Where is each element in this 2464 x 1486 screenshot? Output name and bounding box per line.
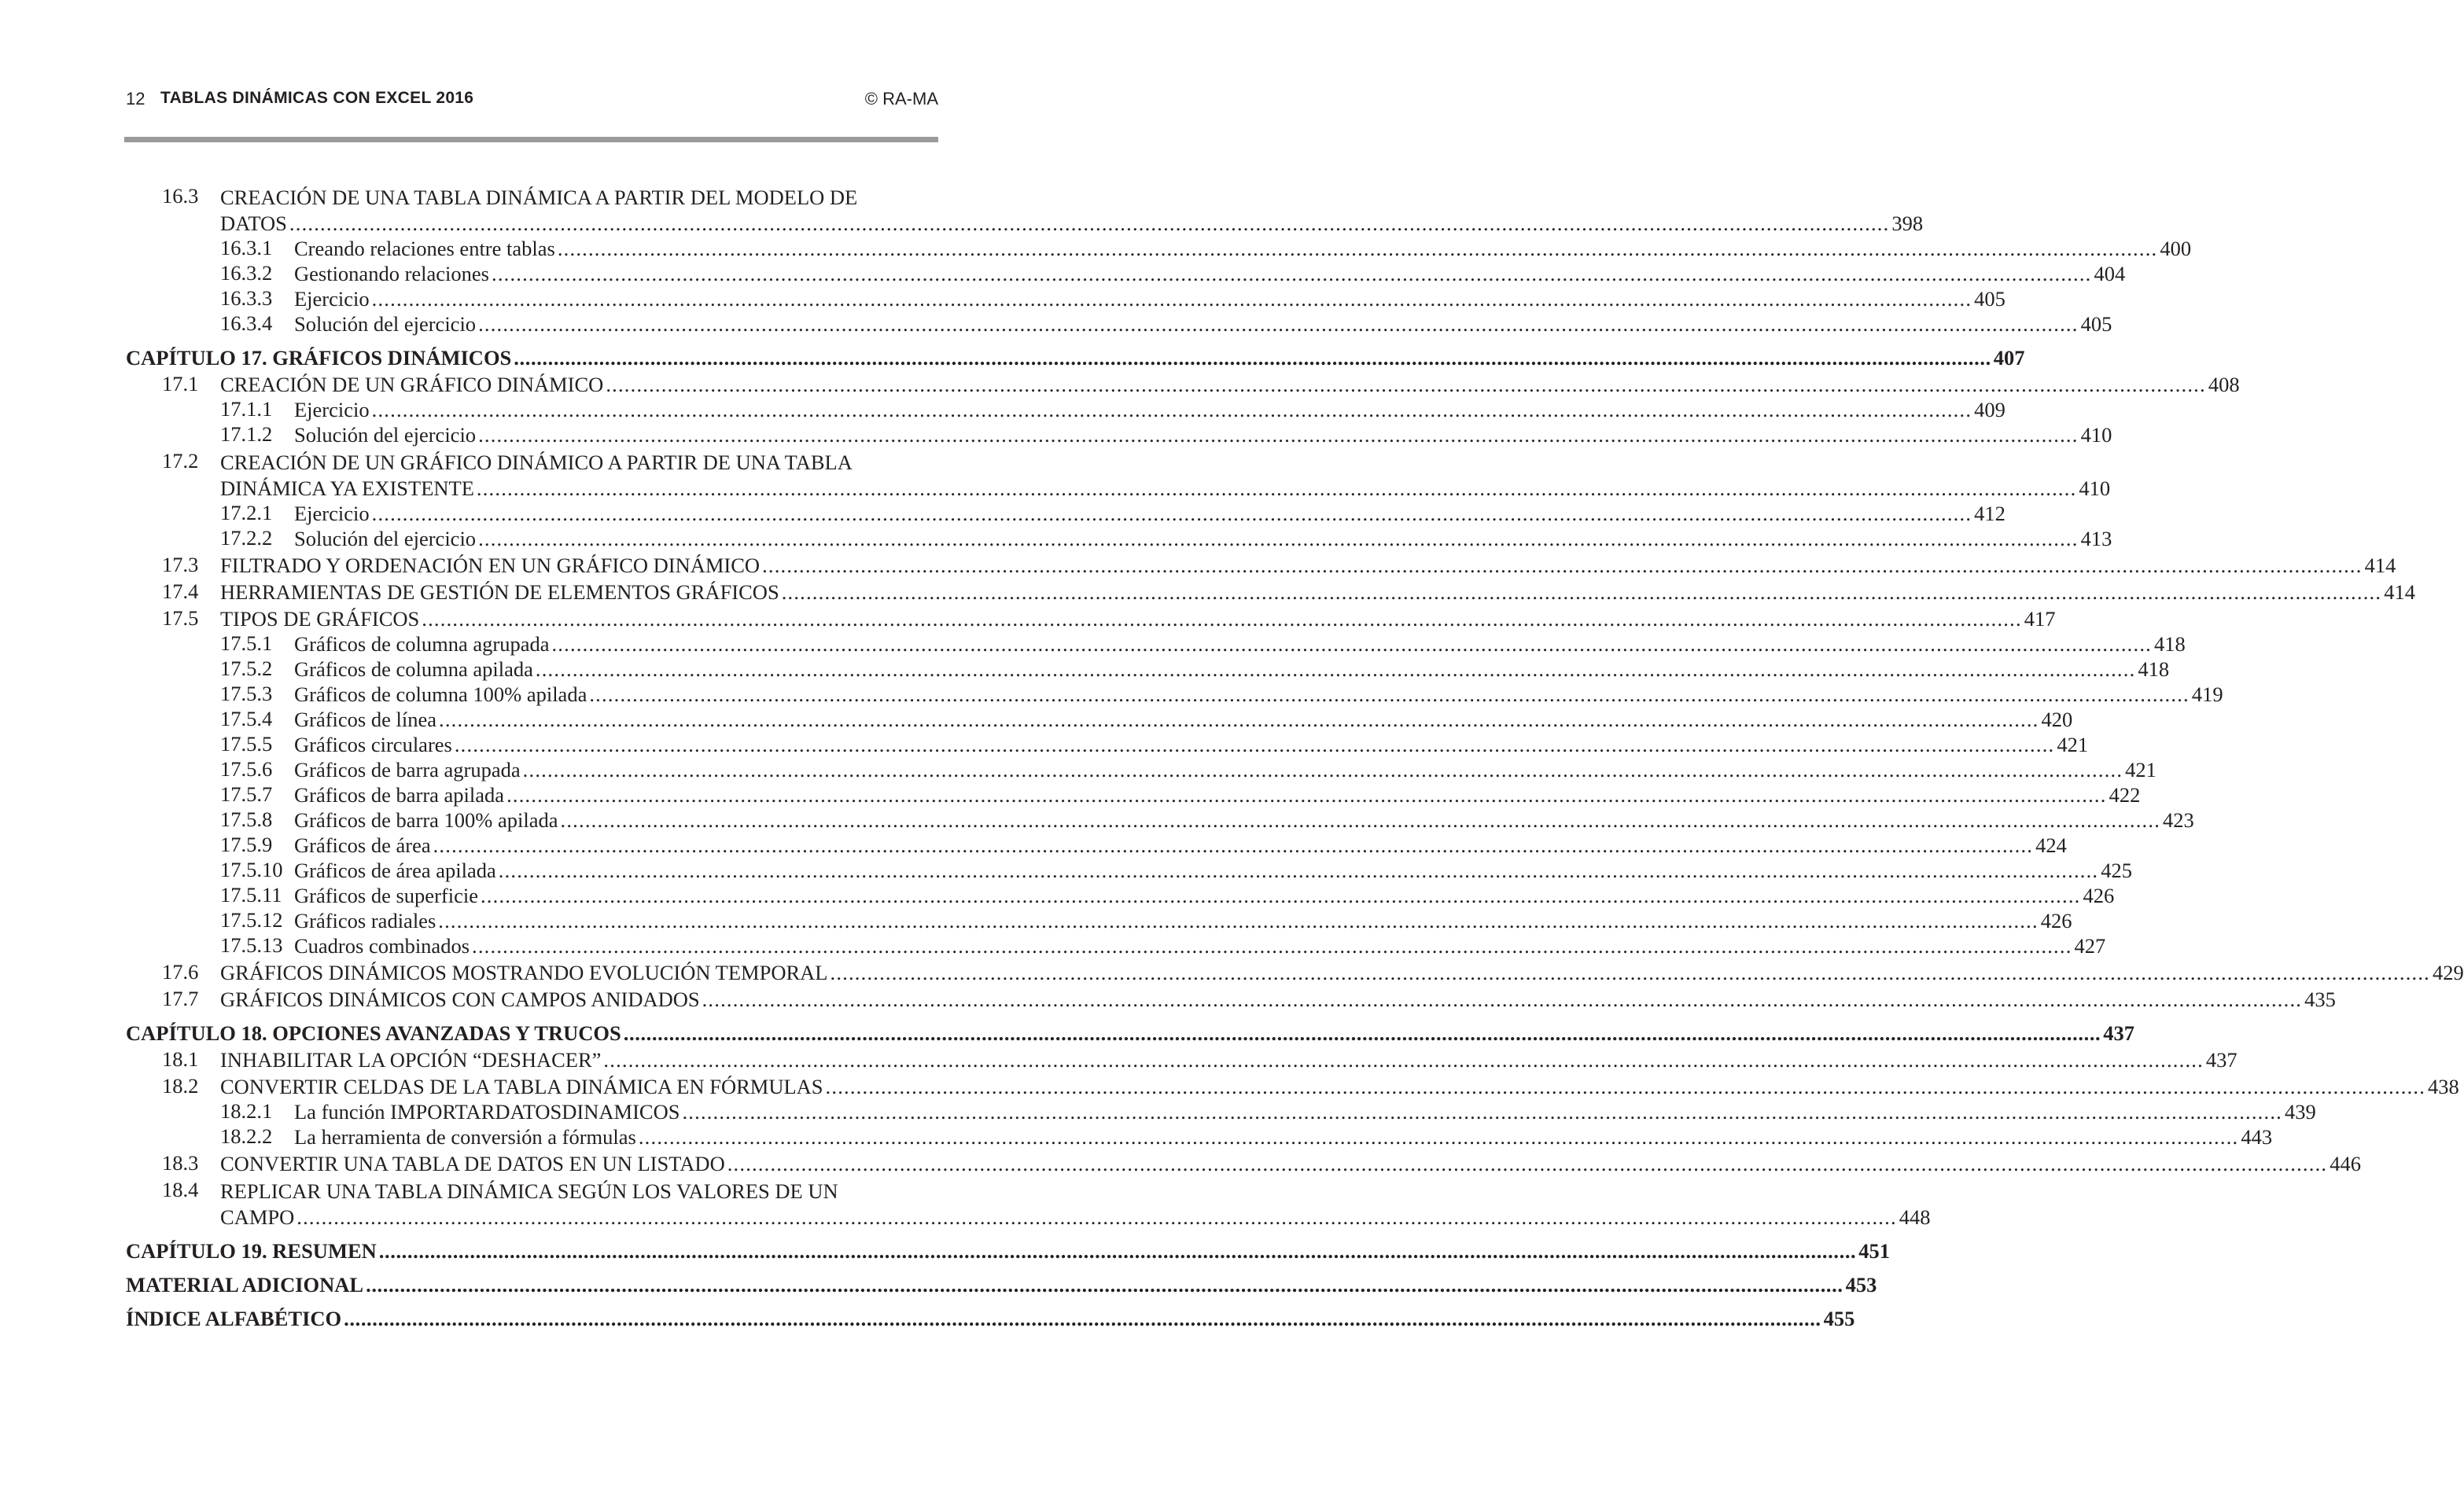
dot-leader: .................................................................................................................................................................................................................................................................... (480, 884, 2081, 907)
dot-leader: .................................................................................................................................................................................................................................................................... (371, 287, 1972, 311)
toc-entry-title: TIPOS DE GRÁFICOS (220, 607, 420, 631)
dot-leader: .................................................................................................................................................................................................................................................................... (506, 783, 2107, 807)
toc-entry-title: FILTRADO Y ORDENACIÓN EN UN GRÁFICO DINÁMICO (220, 554, 761, 577)
toc-entry-title: HERRAMIENTAS DE GESTIÓN DE ELEMENTOS GRÁFICOS (220, 580, 779, 604)
dot-leader: .................................................................................................................................................................................................................................................................... (478, 423, 2079, 447)
toc-entry-title: DATOS (220, 211, 287, 235)
toc-entry-sub (126, 682, 2223, 707)
dot-leader: .................................................................................................................................................................................................................................................................... (454, 733, 2055, 756)
toc-entry-title: Gestionando relaciones (294, 262, 489, 285)
toc-entry-page-number: 421 (2057, 733, 2089, 756)
toc-entry-title: Gráficos de columna apilada (294, 657, 533, 681)
toc-entry-number: 17.5.6 (220, 757, 273, 781)
dot-leader: .................................................................................................................................................................................................................................................................... (438, 909, 2039, 932)
toc-entry-number: 18.2.1 (220, 1099, 273, 1123)
toc-entry-page-number: 455 (1823, 1307, 1855, 1330)
toc-entry-sub (126, 261, 2126, 286)
toc-entry-title: Gráficos de barra 100% apilada (294, 808, 558, 832)
toc-entry-sub (126, 883, 2115, 908)
toc-entry-number: 16.3.3 (220, 286, 273, 310)
toc-entry-sub (126, 908, 2072, 933)
toc-entry-chapter (126, 1306, 1855, 1331)
toc-entry-page-number: 426 (2083, 884, 2115, 907)
dot-leader: .................................................................................................................................................................................................................................................................... (638, 1125, 2239, 1149)
dot-leader: .................................................................................................................................................................................................................................................................... (522, 758, 2123, 782)
toc-entry-title: Solución del ejercicio (294, 527, 477, 550)
toc-entry-page-number: 429 (2433, 961, 2464, 984)
toc-entry-sub (126, 397, 2005, 422)
toc-entry-number: 17.1.1 (220, 397, 273, 421)
toc-entry-number: 17.1.2 (220, 422, 273, 446)
toc-entry-title: CAPÍTULO 17. GRÁFICOS DINÁMICOS (126, 346, 512, 370)
toc-entry-sub (126, 631, 2186, 657)
toc-entry-page-number: 421 (2125, 758, 2156, 782)
toc-entry-number: 16.3.2 (220, 261, 273, 285)
toc-entry-page-number: 453 (1845, 1273, 1877, 1297)
toc-entry-sub (126, 422, 2112, 447)
toc-entry-number: 17.5.4 (220, 707, 273, 730)
dot-leader: .................................................................................................................................................................................................................................................................... (296, 1205, 1897, 1229)
toc-entry-number: 17.5.8 (220, 807, 273, 831)
toc-entry-page-number: 417 (2024, 607, 2056, 631)
toc-entry-page-number: 412 (1974, 502, 2005, 525)
toc-entry-number: 17.3 (162, 553, 199, 576)
toc-entry-title: CREACIÓN DE UN GRÁFICO DINÁMICO (220, 373, 604, 396)
toc-entry-page-number: 420 (2041, 708, 2073, 731)
toc-entry-section (126, 372, 2240, 397)
toc-entry-page-number: 446 (2330, 1152, 2361, 1175)
toc-entry-number: 17.5.3 (220, 682, 273, 705)
toc-entry-title: CONVERTIR UNA TABLA DE DATOS EN UN LISTADO (220, 1152, 725, 1175)
dot-leader: .................................................................................................................................................................................................................................................................... (476, 476, 2077, 500)
toc-entry-title-first-line: CREACIÓN DE UNA TABLA DINÁMICA A PARTIR DEL MODELO DE (220, 186, 858, 209)
toc-entry-sub (126, 657, 2170, 682)
dot-leader: .................................................................................................................................................................................................................................................................... (378, 1239, 1857, 1263)
dot-leader: .................................................................................................................................................................................................................................................................... (557, 237, 2158, 260)
toc-entry-page-number: 408 (2208, 373, 2240, 396)
toc-entry-title: Creando relaciones entre tablas (294, 237, 555, 260)
toc-entry-page-number: 424 (2035, 833, 2067, 857)
dot-leader: .................................................................................................................................................................................................................................................................... (825, 1075, 2426, 1098)
toc-entry-number: 17.7 (162, 987, 199, 1010)
header-rule (124, 137, 938, 142)
toc-entry-page-number: 409 (1974, 398, 2005, 421)
dot-leader: .................................................................................................................................................................................................................................................................... (514, 346, 1991, 370)
toc-entry-page-number: 418 (2138, 657, 2170, 681)
toc-entry-section (126, 1178, 1931, 1230)
toc-entry-page-number: 405 (1974, 287, 2005, 311)
page-header (126, 89, 938, 116)
dot-leader: .................................................................................................................................................................................................................................................................... (422, 607, 2022, 631)
toc-entry-sub (126, 833, 2067, 858)
toc-entry-section (126, 1151, 2361, 1176)
dot-leader: .................................................................................................................................................................................................................................................................... (366, 1273, 1843, 1297)
toc-entry-number: 17.5.2 (220, 657, 273, 680)
toc-entry-title: Gráficos de columna agrupada (294, 632, 550, 656)
dot-leader: .................................................................................................................................................................................................................................................................... (551, 632, 2152, 656)
toc-entry-page-number: 425 (2101, 859, 2132, 882)
toc-entry-chapter (126, 345, 2025, 370)
toc-entry-chapter (126, 1238, 1891, 1263)
toc-entry-page-number: 451 (1858, 1239, 1891, 1263)
toc-entry-sub (126, 526, 2112, 551)
dot-leader: .................................................................................................................................................................................................................................................................... (603, 1048, 2204, 1072)
toc-entry-sub (126, 501, 2005, 526)
toc-entry-section (126, 960, 2464, 985)
toc-entry-title: Ejercicio (294, 398, 370, 421)
toc-entry-title: MATERIAL ADICIONAL (126, 1273, 364, 1297)
toc-entry-section (126, 1074, 2459, 1099)
dot-leader: .................................................................................................................................................................................................................................................................... (472, 934, 2072, 958)
toc-entry-title: CONVERTIR CELDAS DE LA TABLA DINÁMICA EN FÓRMULAS (220, 1075, 823, 1098)
dot-leader: .................................................................................................................................................................................................................................................................... (781, 580, 2382, 604)
toc-entry-title: Gráficos de área apilada (294, 859, 496, 882)
toc-entry-title: Solución del ejercicio (294, 312, 477, 336)
toc-entry-number: 17.1 (162, 372, 199, 395)
dot-leader: .................................................................................................................................................................................................................................................................... (830, 961, 2430, 984)
toc-entry-section (126, 1047, 2237, 1072)
toc-entry-section (126, 553, 2396, 578)
toc-entry-sub (126, 286, 2005, 311)
toc-entry-section (126, 579, 2415, 605)
dot-leader: .................................................................................................................................................................................................................................................................... (492, 262, 2092, 285)
toc-entry-title-first-line: CREACIÓN DE UN GRÁFICO DINÁMICO A PARTIR DE UNA TABLA (220, 451, 853, 474)
toc-entry-number: 17.2 (162, 449, 199, 473)
toc-entry-section (126, 606, 2056, 631)
toc-entry-sub (126, 858, 2132, 883)
toc-entry-number: 17.6 (162, 960, 199, 984)
toc-entry-title: INHABILITAR LA OPCIÓN “DESHACER” (220, 1048, 602, 1072)
toc-entry-number: 18.2.2 (220, 1124, 273, 1148)
toc-entry-sub (126, 1099, 2316, 1124)
toc-entry-title: Gráficos circulares (294, 733, 452, 756)
toc-entry-page-number: 407 (1993, 346, 2025, 370)
table-of-contents (126, 182, 2464, 1331)
toc-entry-number: 17.5.1 (220, 631, 273, 655)
toc-entry-page-number: 404 (2094, 262, 2126, 285)
dot-leader: .................................................................................................................................................................................................................................................................... (498, 859, 2099, 882)
toc-entry-page-number: 410 (2079, 476, 2111, 500)
toc-entry-number: 17.5.12 (220, 908, 283, 932)
toc-entry-page-number: 423 (2163, 808, 2194, 832)
dot-leader: .................................................................................................................................................................................................................................................................... (623, 1021, 2101, 1045)
publisher-mark: © RA-MA (864, 89, 938, 109)
toc-entry-page-number: 435 (2304, 988, 2336, 1011)
toc-entry-page-number: 448 (1899, 1205, 1931, 1229)
toc-entry-sub (126, 236, 2192, 261)
toc-entry-page-number: 413 (2080, 527, 2112, 550)
toc-entry-page-number: 414 (2384, 580, 2415, 604)
running-title: TABLAS DINÁMICAS CON EXCEL 2016 (160, 89, 474, 107)
dot-leader: .................................................................................................................................................................................................................................................................... (682, 1100, 2282, 1124)
toc-entry-page-number: 414 (2364, 554, 2396, 577)
toc-entry-sub (126, 757, 2156, 782)
toc-entry-chapter (126, 1021, 2135, 1046)
dot-leader: .................................................................................................................................................................................................................................................................... (289, 211, 1890, 235)
dot-leader: .................................................................................................................................................................................................................................................................... (762, 554, 2363, 577)
toc-entry-page-number: 405 (2080, 312, 2112, 336)
toc-entry-page-number: 443 (2241, 1125, 2273, 1149)
toc-entry-title: DINÁMICA YA EXISTENTE (220, 476, 474, 500)
toc-entry-title: CAPÍTULO 19. RESUMEN (126, 1239, 377, 1263)
toc-entry-title: Solución del ejercicio (294, 423, 477, 447)
toc-entry-title: Cuadros combinados (294, 934, 470, 958)
toc-entry-page-number: 426 (2040, 909, 2072, 932)
toc-entry-page-number: 410 (2080, 423, 2112, 447)
toc-entry-page-number: 419 (2191, 682, 2223, 706)
dot-leader: .................................................................................................................................................................................................................................................................... (439, 708, 2039, 731)
toc-entry-page-number: 437 (2205, 1048, 2237, 1072)
toc-entry-page-number: 439 (2284, 1100, 2316, 1124)
toc-entry-number: 17.4 (162, 579, 199, 603)
dot-leader: .................................................................................................................................................................................................................................................................... (535, 657, 2136, 681)
toc-entry-page-number: 400 (2160, 237, 2192, 260)
dot-leader: .................................................................................................................................................................................................................................................................... (606, 373, 2206, 396)
toc-entry-title: La función IMPORTARDATOSDINAMICOS (294, 1100, 680, 1124)
dot-leader: .................................................................................................................................................................................................................................................................... (433, 833, 2034, 857)
toc-entry-page-number: 427 (2074, 934, 2106, 958)
toc-entry-title: Ejercicio (294, 502, 370, 525)
toc-entry-page-number: 418 (2153, 632, 2186, 656)
toc-entry-number: 16.3.4 (220, 311, 273, 335)
dot-leader: .................................................................................................................................................................................................................................................................... (560, 808, 2161, 832)
toc-entry-number: 17.5.13 (220, 933, 283, 957)
toc-entry-title: ÍNDICE ALFABÉTICO (126, 1307, 342, 1330)
toc-entry-sub (126, 311, 2112, 337)
dot-leader: .................................................................................................................................................................................................................................................................... (371, 398, 1972, 421)
toc-entry-title: Gráficos de barra agrupada (294, 758, 521, 782)
dot-leader: .................................................................................................................................................................................................................................................................... (727, 1152, 2328, 1175)
toc-entry-number: 17.5.5 (220, 732, 273, 756)
toc-entry-number: 17.5.7 (220, 782, 273, 806)
dot-leader: .................................................................................................................................................................................................................................................................... (478, 312, 2079, 336)
dot-leader: .................................................................................................................................................................................................................................................................... (478, 527, 2079, 550)
toc-entry-number: 17.5 (162, 606, 199, 630)
toc-entry-sub (126, 1124, 2273, 1149)
toc-entry-number: 17.5.10 (220, 858, 283, 881)
toc-entry-page-number: 422 (2109, 783, 2141, 807)
dot-leader: .................................................................................................................................................................................................................................................................... (344, 1307, 1821, 1330)
toc-entry-page-number: 438 (2428, 1075, 2459, 1098)
toc-entry-number: 16.3 (162, 184, 199, 208)
toc-entry-number: 17.5.9 (220, 833, 273, 856)
toc-entry-number: 17.5.11 (220, 883, 282, 907)
toc-entry-title-first-line: REPLICAR UNA TABLA DINÁMICA SEGÚN LOS VALORES DE UN (220, 1179, 838, 1203)
toc-entry-title: Gráficos de área (294, 833, 431, 857)
toc-entry-sub (126, 933, 2106, 958)
toc-entry-title: Gráficos radiales (294, 909, 436, 932)
toc-entry-title: Ejercicio (294, 287, 370, 311)
page-number: 12 (126, 89, 145, 109)
toc-entry-section (126, 184, 1924, 236)
toc-entry-sub (126, 782, 2141, 807)
toc-entry-number: 18.4 (162, 1178, 199, 1201)
toc-entry-sub (126, 732, 2089, 757)
toc-entry-number: 18.3 (162, 1151, 199, 1175)
toc-entry-page-number: 437 (2103, 1021, 2135, 1045)
toc-entry-number: 16.3.1 (220, 236, 273, 259)
toc-entry-number: 17.2.1 (220, 501, 273, 524)
toc-entry-title: GRÁFICOS DINÁMICOS CON CAMPOS ANIDADOS (220, 988, 700, 1011)
toc-entry-title: CAMPO (220, 1205, 295, 1229)
toc-entry-title: Gráficos de superficie (294, 884, 478, 907)
toc-entry-title: Gráficos de barra apilada (294, 783, 505, 807)
toc-entry-title: Gráficos de línea (294, 708, 436, 731)
toc-entry-sub (126, 807, 2194, 833)
toc-entry-title: Gráficos de columna 100% apilada (294, 682, 587, 706)
toc-entry-number: 18.2 (162, 1074, 199, 1098)
dot-leader: .................................................................................................................................................................................................................................................................... (702, 988, 2303, 1011)
toc-entry-title: CAPÍTULO 18. OPCIONES AVANZADAS Y TRUCOS (126, 1021, 621, 1045)
dot-leader: .................................................................................................................................................................................................................................................................... (589, 682, 2190, 706)
toc-entry-number: 17.2.2 (220, 526, 273, 550)
toc-entry-page-number: 398 (1891, 211, 1924, 235)
toc-entry-section (126, 449, 2111, 501)
toc-entry-title: GRÁFICOS DINÁMICOS MOSTRANDO EVOLUCIÓN TEMPORAL (220, 961, 828, 984)
toc-entry-section (126, 987, 2336, 1012)
toc-entry-number: 18.1 (162, 1047, 199, 1071)
dot-leader: .................................................................................................................................................................................................................................................................... (371, 502, 1972, 525)
toc-entry-title: La herramienta de conversión a fórmulas (294, 1125, 636, 1149)
toc-entry-sub (126, 707, 2073, 732)
toc-entry-chapter (126, 1272, 1877, 1297)
